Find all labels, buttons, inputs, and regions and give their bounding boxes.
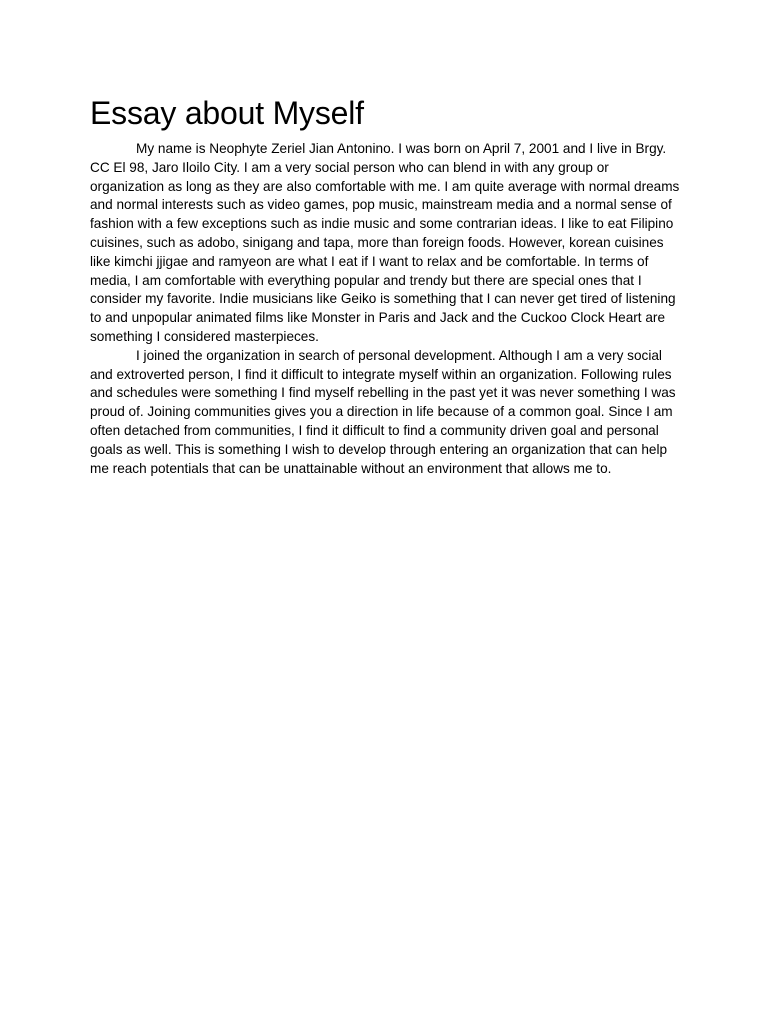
essay-title: Essay about Myself [90,95,364,131]
essay-paragraph-1: My name is Neophyte Zeriel Jian Antonino. I was born on April 7, 2001 and I live in Brgy. CC El 98, Jaro Iloilo City. I am a very social person who can blend in with any group or organization as long as they are also comfortable with me. I am quite average with normal dreams and normal interests such as video games, pop music, mainstream media and a normal sense of fashion with a few exceptions such as indie music and some contrarian ideas. I like to eat Filipino cuisines, such as adobo, sinigang and tapa, more than foreign foods. However, korean cuisines like kimchi jjigae and ramyeon are what I eat if I want to relax and be comfortable. In terms of media, I am comfortable with everything popular and trendy but there are special ones that I consider my favorite. Indie musicians like Geiko is something that I can never get tired of listening to and unpopular animated films like Monster in Paris and Jack and the Cuckoo Clock Heart are something I considered masterpieces. [90,141,680,344]
essay-paragraph-2: I joined the organization in search of personal development. Although I am a very social and extroverted person, I find it difficult to integrate myself within an organization. Following rules and schedules were something I find myself rebelling in the past yet it was never something I was proud of. Joining communities gives you a direction in life because of a common goal. Since I am often detached from communities, I find it difficult to find a community driven goal and personal goals as well. This is something I wish to develop through entering an organization that can help me reach potentials that can be unattainable without an environment that allows me to. [90,347,676,476]
essay-content [90,92,680,478]
